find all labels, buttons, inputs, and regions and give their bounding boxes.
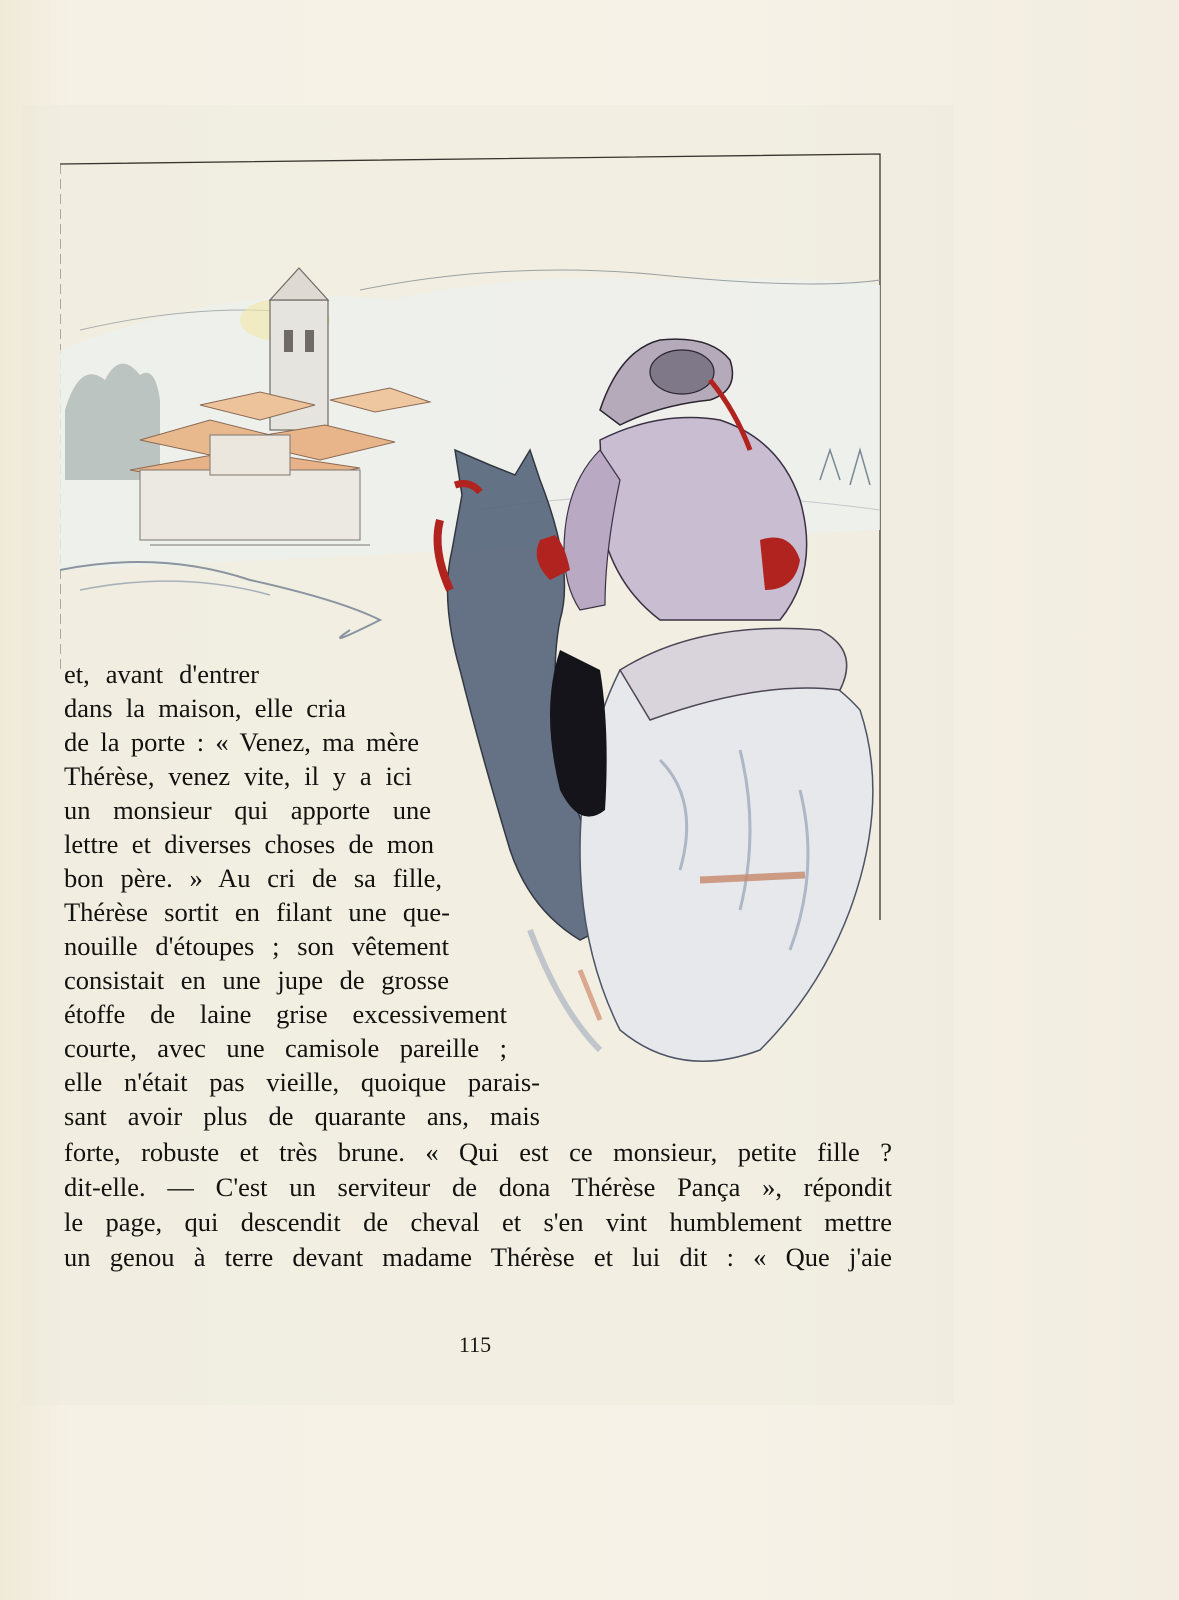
text-line: consistait en une jupe de grosse bbox=[64, 965, 449, 995]
page-number: 115 bbox=[458, 1332, 492, 1357]
text-line: un genou à terre devant madame Thérèse et lui dit : « Que j'aie bbox=[64, 1242, 892, 1272]
text-line: Thérèse sortit en filant une que- bbox=[64, 897, 450, 927]
text-line: sant avoir plus de quarante ans, mais bbox=[64, 1101, 540, 1131]
text-line: nouille d'étoupes ; son vêtement bbox=[64, 931, 449, 961]
text-line: bon père. » Au cri de sa fille, bbox=[64, 863, 442, 893]
text-line: courte, avec une camisole pareille ; bbox=[64, 1033, 507, 1063]
text-line: de la porte : « Venez, ma mère bbox=[64, 727, 419, 757]
text-line: et, avant d'entrer bbox=[64, 659, 259, 689]
text-line: dans la maison, elle cria bbox=[64, 693, 346, 723]
text-line: un monsieur qui apporte une bbox=[64, 795, 431, 825]
text-line: elle n'était pas vieille, quoique parais- bbox=[64, 1067, 540, 1097]
text-line: dit-elle. — C'est un serviteur de dona Thérèse Pança », répondit bbox=[64, 1172, 892, 1202]
text-line: forte, robuste et très brune. « Qui est ce monsieur, petite fille ? bbox=[64, 1137, 892, 1167]
text-line: étoffe de laine grise excessivement bbox=[64, 999, 507, 1029]
text-line: Thérèse, venez vite, il y a ici bbox=[64, 761, 412, 791]
text-line: le page, qui descendit de cheval et s'en vint humblement mettre bbox=[64, 1207, 892, 1237]
text-line: lettre et diverses choses de mon bbox=[64, 829, 434, 859]
